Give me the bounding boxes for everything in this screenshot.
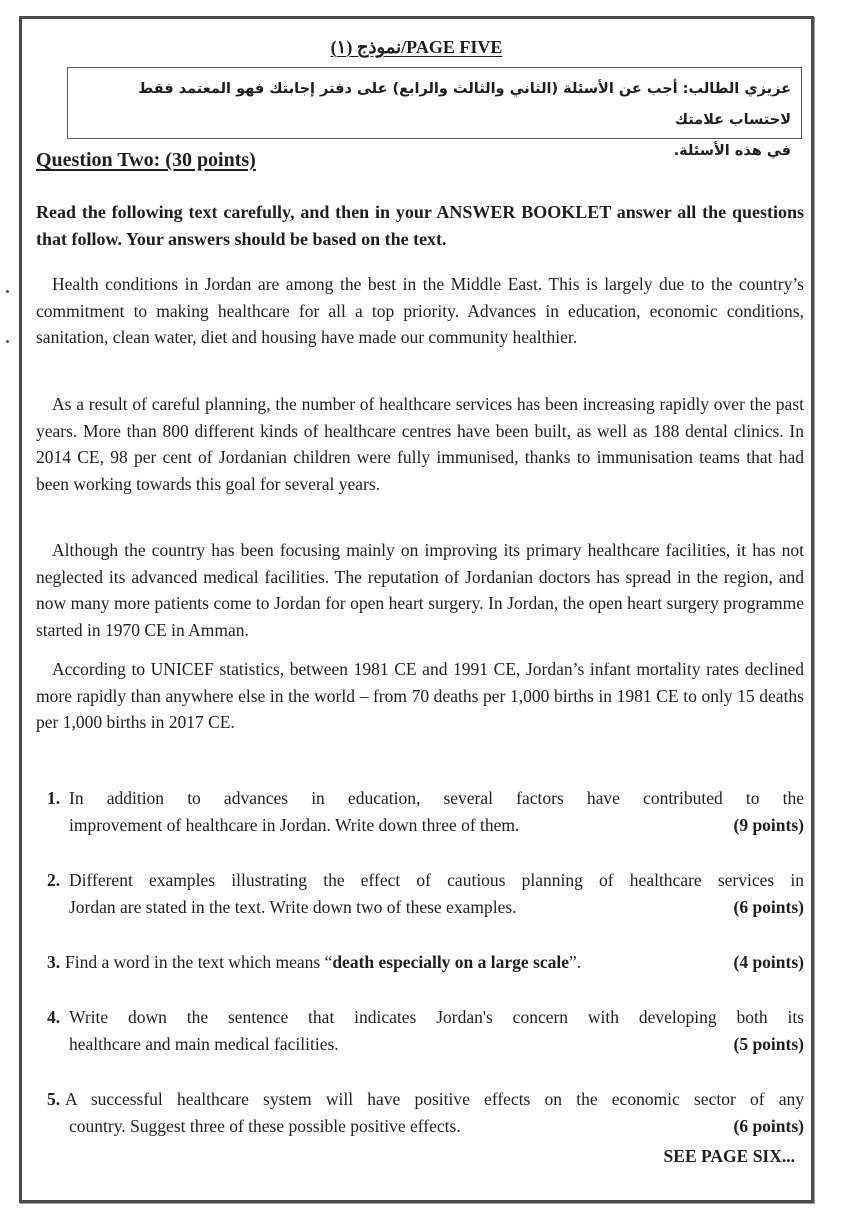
question-text: Different examples illustrating the effect of cautious planning of healthcare services in <box>69 870 804 890</box>
arabic-instruction-box <box>67 67 802 159</box>
question-number: 4. <box>47 1007 61 1027</box>
question-number: 2. <box>47 870 61 890</box>
question-heading: Question Two: (30 points) <box>36 149 256 171</box>
question-points: (5 points) <box>733 1034 804 1054</box>
arabic-instruction-line-1: عزيزي الطالب: أجب عن الأسئلة (الثاني والثالث والرابع) على دفتر إجابتك فهو المعتمد فقط لاحتساب علامتك <box>138 81 791 128</box>
question-item-3 <box>47 949 804 976</box>
question-points: (9 points) <box>733 815 804 835</box>
question-text: Write down the sentence that indicates Jordan's concern with developing both its <box>69 1007 804 1027</box>
question-item-2 <box>47 867 804 921</box>
question-text: In addition to advances in education, several factors have contributed to the <box>69 788 804 808</box>
question-text: improvement of healthcare in Jordan. Write down three of them. <box>69 815 520 835</box>
question-points: (4 points) <box>733 952 804 972</box>
question-item-1 <box>47 785 804 839</box>
question-text: country. Suggest three of these possible positive effects. <box>69 1116 461 1136</box>
question-text: healthcare and main medical facilities. <box>69 1034 339 1054</box>
question-text: A successful healthcare system will have positive effects on the economic sector of any <box>65 1089 804 1109</box>
question-emphasis: death especially on a large scale <box>332 952 570 972</box>
question-number: 1. <box>47 788 61 808</box>
question-points: (6 points) <box>733 1116 804 1136</box>
question-item-4 <box>47 1004 804 1058</box>
question-number: 3. <box>47 952 61 972</box>
question-item-5 <box>47 1086 804 1140</box>
question-points: (6 points) <box>733 897 804 917</box>
question-number: 5. <box>47 1089 61 1109</box>
passage-paragraph-1: Health conditions in Jordan are among the best in the Middle East. This is largely due to the country’s commitment to making healthcare for all a top priority. Advances in education, economic conditions, sanitation, clean water, diet and housing have made our community healthier. <box>36 274 804 347</box>
page-title: نموذج (١)/PAGE FIVE <box>330 37 503 57</box>
passage-paragraph-4: According to UNICEF statistics, between 1981 CE and 1991 CE, Jordan’s infant mortality rates declined more rapidly than anywhere else in the world – from 70 deaths per 1,000 births in 1981 CE to only 15 deaths per 1,000 births in 2017 CE. <box>36 659 804 732</box>
exam-page-frame <box>19 16 814 1203</box>
arabic-instruction-line-2: في هذه الأسئلة. <box>673 143 791 159</box>
see-next-page-note: SEE PAGE SIX... <box>663 1146 795 1166</box>
margin-mark <box>6 290 9 293</box>
margin-mark <box>6 340 9 343</box>
question-text: Jordan are stated in the text. Write down two of these examples. <box>69 897 517 917</box>
passage-paragraph-2: As a result of careful planning, the number of healthcare services has been increasing rapidly over the past years. More than 800 different kinds of healthcare centres have been built, as well as 188 dental clinics. In 2014 CE, 98 per cent of Jordanian children were fully immunised, thanks to immunisation teams that had been working towards this goal for several years. <box>36 394 804 494</box>
question-text: Find a word in the text which means “death especially on a large scale”. <box>65 952 582 972</box>
passage-paragraph-3: Although the country has been focusing mainly on improving its primary healthcare facilities, it has not neglected its advanced medical facilities. The reputation of Jordanian doctors has spread in the region, and now many more patients come to Jordan for open heart surgery. In Jordan, the open heart surgery programme started in 1970 CE in Amman. <box>36 540 804 640</box>
question-instructions: Read the following text carefully, and then in your ANSWER BOOKLET answer all the questions that follow. Your answers should be based on the text. <box>36 202 804 249</box>
